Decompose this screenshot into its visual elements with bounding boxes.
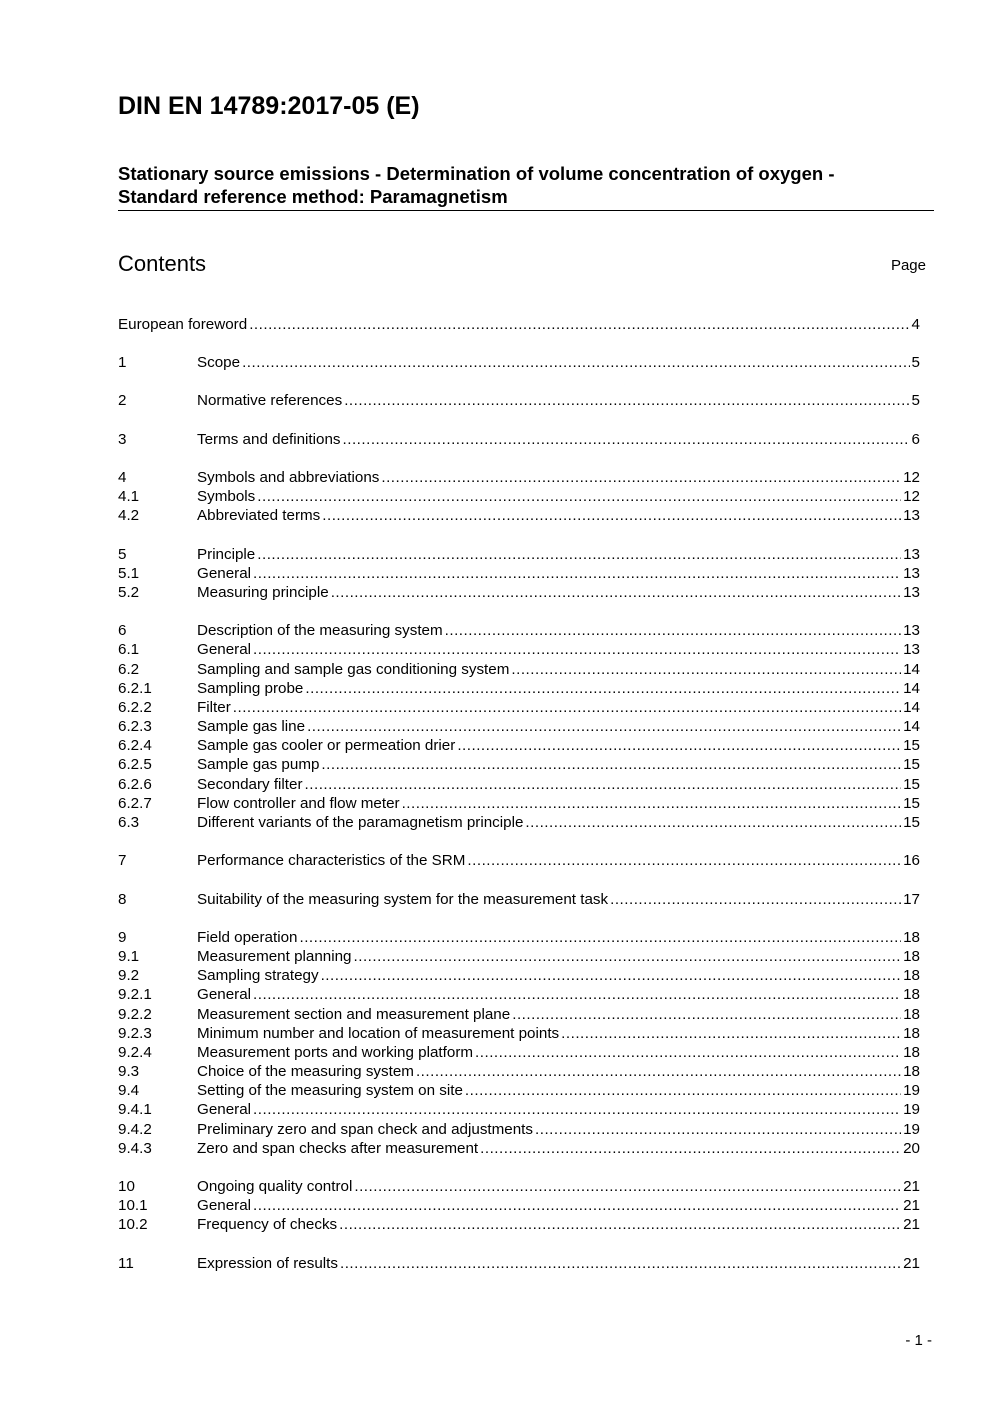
toc-entry-number: 5	[118, 546, 127, 563]
toc-entry-title: Frequency of checks	[197, 1216, 338, 1233]
toc-entry-title: Secondary filter	[197, 776, 303, 793]
toc-dot-leader	[475, 1043, 901, 1062]
toc-entry	[118, 928, 920, 947]
toc-dot-leader	[445, 621, 901, 640]
toc-entry-title: Measurement planning	[197, 948, 352, 965]
toc-entry-title: Normative references	[197, 392, 343, 409]
toc-entry	[118, 1043, 920, 1062]
toc-entry-page: 4	[911, 316, 920, 333]
toc-entry	[118, 755, 920, 774]
toc-entry-page: 12	[903, 469, 920, 486]
toc-entry-page: 15	[903, 795, 920, 812]
toc-dot-leader	[416, 1062, 901, 1081]
toc-entry	[118, 468, 920, 487]
toc-entry	[118, 1177, 920, 1196]
toc-entry-title: Expression of results	[197, 1255, 338, 1272]
toc-entry-title: Measurement section and measurement plane	[197, 1006, 511, 1023]
toc-entry-title: Abbreviated terms	[197, 507, 321, 524]
toc-dot-leader	[253, 1100, 901, 1119]
toc-entry-title: Zero and span checks after measurement	[197, 1140, 479, 1157]
toc-entry-title: Principle	[197, 546, 256, 563]
toc-entry-number: 8	[118, 891, 127, 908]
toc-dot-leader	[242, 353, 909, 372]
toc-dot-leader	[322, 506, 901, 525]
toc-dot-leader	[340, 1254, 901, 1273]
toc-entry	[118, 717, 920, 736]
toc-entry-page: 18	[903, 967, 920, 984]
toc-entry-number: 10	[118, 1178, 135, 1195]
toc-entry-page: 14	[903, 680, 920, 697]
toc-entry-page: 15	[903, 776, 920, 793]
toc-entry	[118, 966, 920, 985]
toc-entry	[118, 1254, 920, 1273]
toc-entry-title: Setting of the measuring system on site	[197, 1082, 463, 1099]
toc-dot-leader	[525, 813, 901, 832]
toc-entry-title: Flow controller and flow meter	[197, 795, 400, 812]
toc-dot-leader	[465, 1081, 901, 1100]
toc-entry	[118, 564, 920, 583]
document-title-line-1: Stationary source emissions - Determination of volume concentration of oxygen -	[118, 163, 835, 184]
document-title-line-2: Standard reference method: Paramagnetism	[118, 186, 508, 207]
toc-dot-leader	[381, 468, 901, 487]
toc-entry	[118, 736, 920, 755]
toc-entry-title: Sampling and sample gas conditioning system	[197, 661, 510, 678]
toc-entry-number: 6.2.6	[118, 776, 152, 793]
toc-entry-number: 9.2.2	[118, 1006, 152, 1023]
toc-dot-leader	[339, 1215, 901, 1234]
toc-entry-page: 19	[903, 1121, 920, 1138]
toc-entry-page: 18	[903, 1063, 920, 1080]
toc-entry-page: 6	[911, 431, 920, 448]
toc-entry-page: 13	[903, 584, 920, 601]
toc-entry-number: 10.2	[118, 1216, 148, 1233]
toc-entry	[118, 1100, 920, 1119]
toc-entry	[118, 506, 920, 525]
document-id: DIN EN 14789:2017-05 (E)	[118, 92, 420, 120]
toc-entry-page: 21	[903, 1216, 920, 1233]
toc-entry-page: 19	[903, 1101, 920, 1118]
toc-entry	[118, 794, 920, 813]
toc-entry-number: 9.2.1	[118, 986, 152, 1003]
toc-dot-leader	[561, 1024, 901, 1043]
toc-entry-number: 5.1	[118, 565, 140, 582]
toc-entry-number: 7	[118, 852, 127, 869]
toc-entry-title: Performance characteristics of the SRM	[197, 852, 466, 869]
toc-entry	[118, 985, 920, 1004]
toc-entry-number: 4.1	[118, 488, 140, 505]
toc-entry	[118, 1120, 920, 1139]
toc-dot-leader	[343, 430, 910, 449]
toc-entry-number: 9.3	[118, 1063, 140, 1080]
toc-entry	[118, 1024, 920, 1043]
toc-entry-page: 17	[903, 891, 920, 908]
toc-dot-leader	[344, 391, 909, 410]
toc-dot-leader	[253, 985, 901, 1004]
toc-entry-number: 6.3	[118, 814, 140, 831]
toc-entry-page: 14	[903, 661, 920, 678]
toc-entry-number: 5.2	[118, 584, 140, 601]
toc-entry-title: Sample gas line	[197, 718, 306, 735]
toc-entry-number: 9.4	[118, 1082, 140, 1099]
toc-dot-leader	[610, 890, 901, 909]
toc-entry-page: 5	[911, 354, 920, 371]
toc-dot-leader	[512, 1005, 901, 1024]
toc-entry	[118, 353, 920, 372]
toc-entry-number: 9.2.3	[118, 1025, 152, 1042]
toc-entry-title: Measurement ports and working platform	[197, 1044, 474, 1061]
toc-entry-page: 18	[903, 1006, 920, 1023]
toc-entry-page: 21	[903, 1197, 920, 1214]
toc-entry-title: Field operation	[197, 929, 298, 946]
toc-entry	[118, 890, 920, 909]
toc-entry-page: 15	[903, 737, 920, 754]
toc-entry-page: 15	[903, 814, 920, 831]
toc-entry-title: Ongoing quality control	[197, 1178, 353, 1195]
toc-entry-number: 1	[118, 354, 127, 371]
document-title	[118, 162, 934, 211]
toc-entry-page: 15	[903, 756, 920, 773]
toc-entry-number: 9.2	[118, 967, 140, 984]
toc-entry-title: Description of the measuring system	[197, 622, 443, 639]
toc-entry-title: Sample gas cooler or permeation drier	[197, 737, 456, 754]
toc-entry-number: 11	[118, 1255, 134, 1272]
toc-dot-leader	[299, 928, 901, 947]
toc-entry-page: 5	[911, 392, 920, 409]
toc-entry	[118, 1062, 920, 1081]
toc-entry-title: General	[197, 1197, 252, 1214]
toc-entry-title: Choice of the measuring system	[197, 1063, 414, 1080]
toc-dot-leader	[233, 698, 901, 717]
toc-entry-page: 13	[903, 565, 920, 582]
toc-entry-page: 18	[903, 948, 920, 965]
toc-entry-number: 4.2	[118, 507, 140, 524]
toc-entry-page: 18	[903, 1044, 920, 1061]
toc-entry-number: 9.4.3	[118, 1140, 152, 1157]
toc-entry	[118, 487, 920, 506]
toc-entry	[118, 640, 920, 659]
toc-dot-leader	[253, 564, 901, 583]
toc-entry-number: 2	[118, 392, 127, 409]
toc-dot-leader	[535, 1120, 901, 1139]
toc-entry-page: 19	[903, 1082, 920, 1099]
toc-entry-number: 9.4.2	[118, 1121, 152, 1138]
toc-dot-leader	[321, 755, 901, 774]
toc-entry-number: 6.2	[118, 661, 140, 678]
toc-entry-page: 18	[903, 1025, 920, 1042]
toc-entry-title: Different variants of the paramagnetism principle	[197, 814, 524, 831]
toc-dot-leader	[257, 545, 901, 564]
toc-entry-number: 6.2.7	[118, 795, 152, 812]
toc-dot-leader	[249, 315, 909, 334]
toc-entry-number: 4	[118, 469, 127, 486]
toc-entry-page: 13	[903, 546, 920, 563]
contents-heading: Contents	[118, 251, 207, 276]
toc-entry-title: Minimum number and location of measurement points	[197, 1025, 560, 1042]
toc-dot-leader	[354, 947, 902, 966]
toc-entry	[118, 315, 920, 334]
toc-entry-page: 14	[903, 718, 920, 735]
toc-dot-leader	[457, 736, 901, 755]
toc-entry-title: Scope	[197, 354, 241, 371]
toc-dot-leader	[511, 660, 901, 679]
toc-entry-number: 6.2.1	[118, 680, 152, 697]
toc-entry-number: 9.2.4	[118, 1044, 152, 1061]
toc-entry-number: 6.2.2	[118, 699, 152, 716]
toc-dot-leader	[307, 717, 901, 736]
toc-entry	[118, 1081, 920, 1100]
toc-dot-leader	[480, 1139, 901, 1158]
toc-entry-number: 9	[118, 929, 127, 946]
toc-entry-title: Preliminary zero and span check and adjustments	[197, 1121, 533, 1138]
toc-entry-title: Filter	[197, 699, 231, 716]
toc-entry-page: 13	[903, 641, 920, 658]
toc-dot-leader	[402, 794, 902, 813]
toc-entry-page: 20	[903, 1140, 920, 1157]
footer-page-number: - 1 -	[905, 1332, 932, 1349]
toc-entry	[118, 660, 920, 679]
toc-entry	[118, 1215, 920, 1234]
toc-entry-page: 14	[903, 699, 920, 716]
page-column-heading: Page	[890, 257, 926, 274]
toc-dot-leader	[253, 640, 901, 659]
toc-entry-number: 6.2.4	[118, 737, 152, 754]
toc-entry-page: 18	[903, 986, 920, 1003]
toc-entry-number: 6	[118, 622, 127, 639]
toc-entry-number: 9.1	[118, 948, 140, 965]
toc-entry-number: 6.2.3	[118, 718, 152, 735]
toc-entry-title: Measuring principle	[197, 584, 329, 601]
toc-entry-title: Terms and definitions	[197, 431, 341, 448]
toc-dot-leader	[257, 487, 901, 506]
toc-entry-page: 21	[903, 1255, 920, 1272]
toc-entry	[118, 391, 920, 410]
toc-dot-leader	[305, 775, 902, 794]
toc-entry-number: 10.1	[118, 1197, 148, 1214]
toc-entry-page: 21	[903, 1178, 920, 1195]
toc-dot-leader	[467, 851, 901, 870]
toc-entry	[118, 698, 920, 717]
toc-dot-leader	[305, 679, 901, 698]
toc-dot-leader	[253, 1196, 901, 1215]
toc-entry-number: 9.4.1	[118, 1101, 152, 1118]
toc-entry	[118, 851, 920, 870]
toc-entry-number: 3	[118, 431, 127, 448]
toc-entry-title: Symbols	[197, 488, 256, 505]
toc-entry	[118, 1139, 920, 1158]
toc-entry-title: European foreword	[118, 316, 248, 333]
toc-entry	[118, 621, 920, 640]
toc-entry-page: 13	[903, 507, 920, 524]
toc-dot-leader	[321, 966, 902, 985]
toc-entry	[118, 545, 920, 564]
toc-entry	[118, 813, 920, 832]
toc-entry-title: Suitability of the measuring system for the measurement task	[197, 891, 609, 908]
toc-entry	[118, 583, 920, 602]
toc-entry-page: 12	[903, 488, 920, 505]
toc-entry-number: 6.1	[118, 641, 140, 658]
toc-entry-title: General	[197, 565, 252, 582]
toc-entry-title: Sampling probe	[197, 680, 304, 697]
toc-entry-title: Sample gas pump	[197, 756, 320, 773]
toc-entry-number: 6.2.5	[118, 756, 152, 773]
toc-dot-leader	[331, 583, 901, 602]
toc-entry	[118, 1196, 920, 1215]
toc-entry	[118, 775, 920, 794]
toc-entry-title: General	[197, 986, 252, 1003]
toc-entry-page: 13	[903, 622, 920, 639]
toc-entry-title: Symbols and abbreviations	[197, 469, 380, 486]
toc-entry-title: General	[197, 641, 252, 658]
toc-entry	[118, 1005, 920, 1024]
toc-entry	[118, 947, 920, 966]
toc-entry	[118, 679, 920, 698]
toc-entry-title: Sampling strategy	[197, 967, 319, 984]
toc-entry-page: 16	[903, 852, 920, 869]
toc-dot-leader	[354, 1177, 901, 1196]
toc-entry-page: 18	[903, 929, 920, 946]
toc-entry-title: General	[197, 1101, 252, 1118]
toc-entry	[118, 430, 920, 449]
